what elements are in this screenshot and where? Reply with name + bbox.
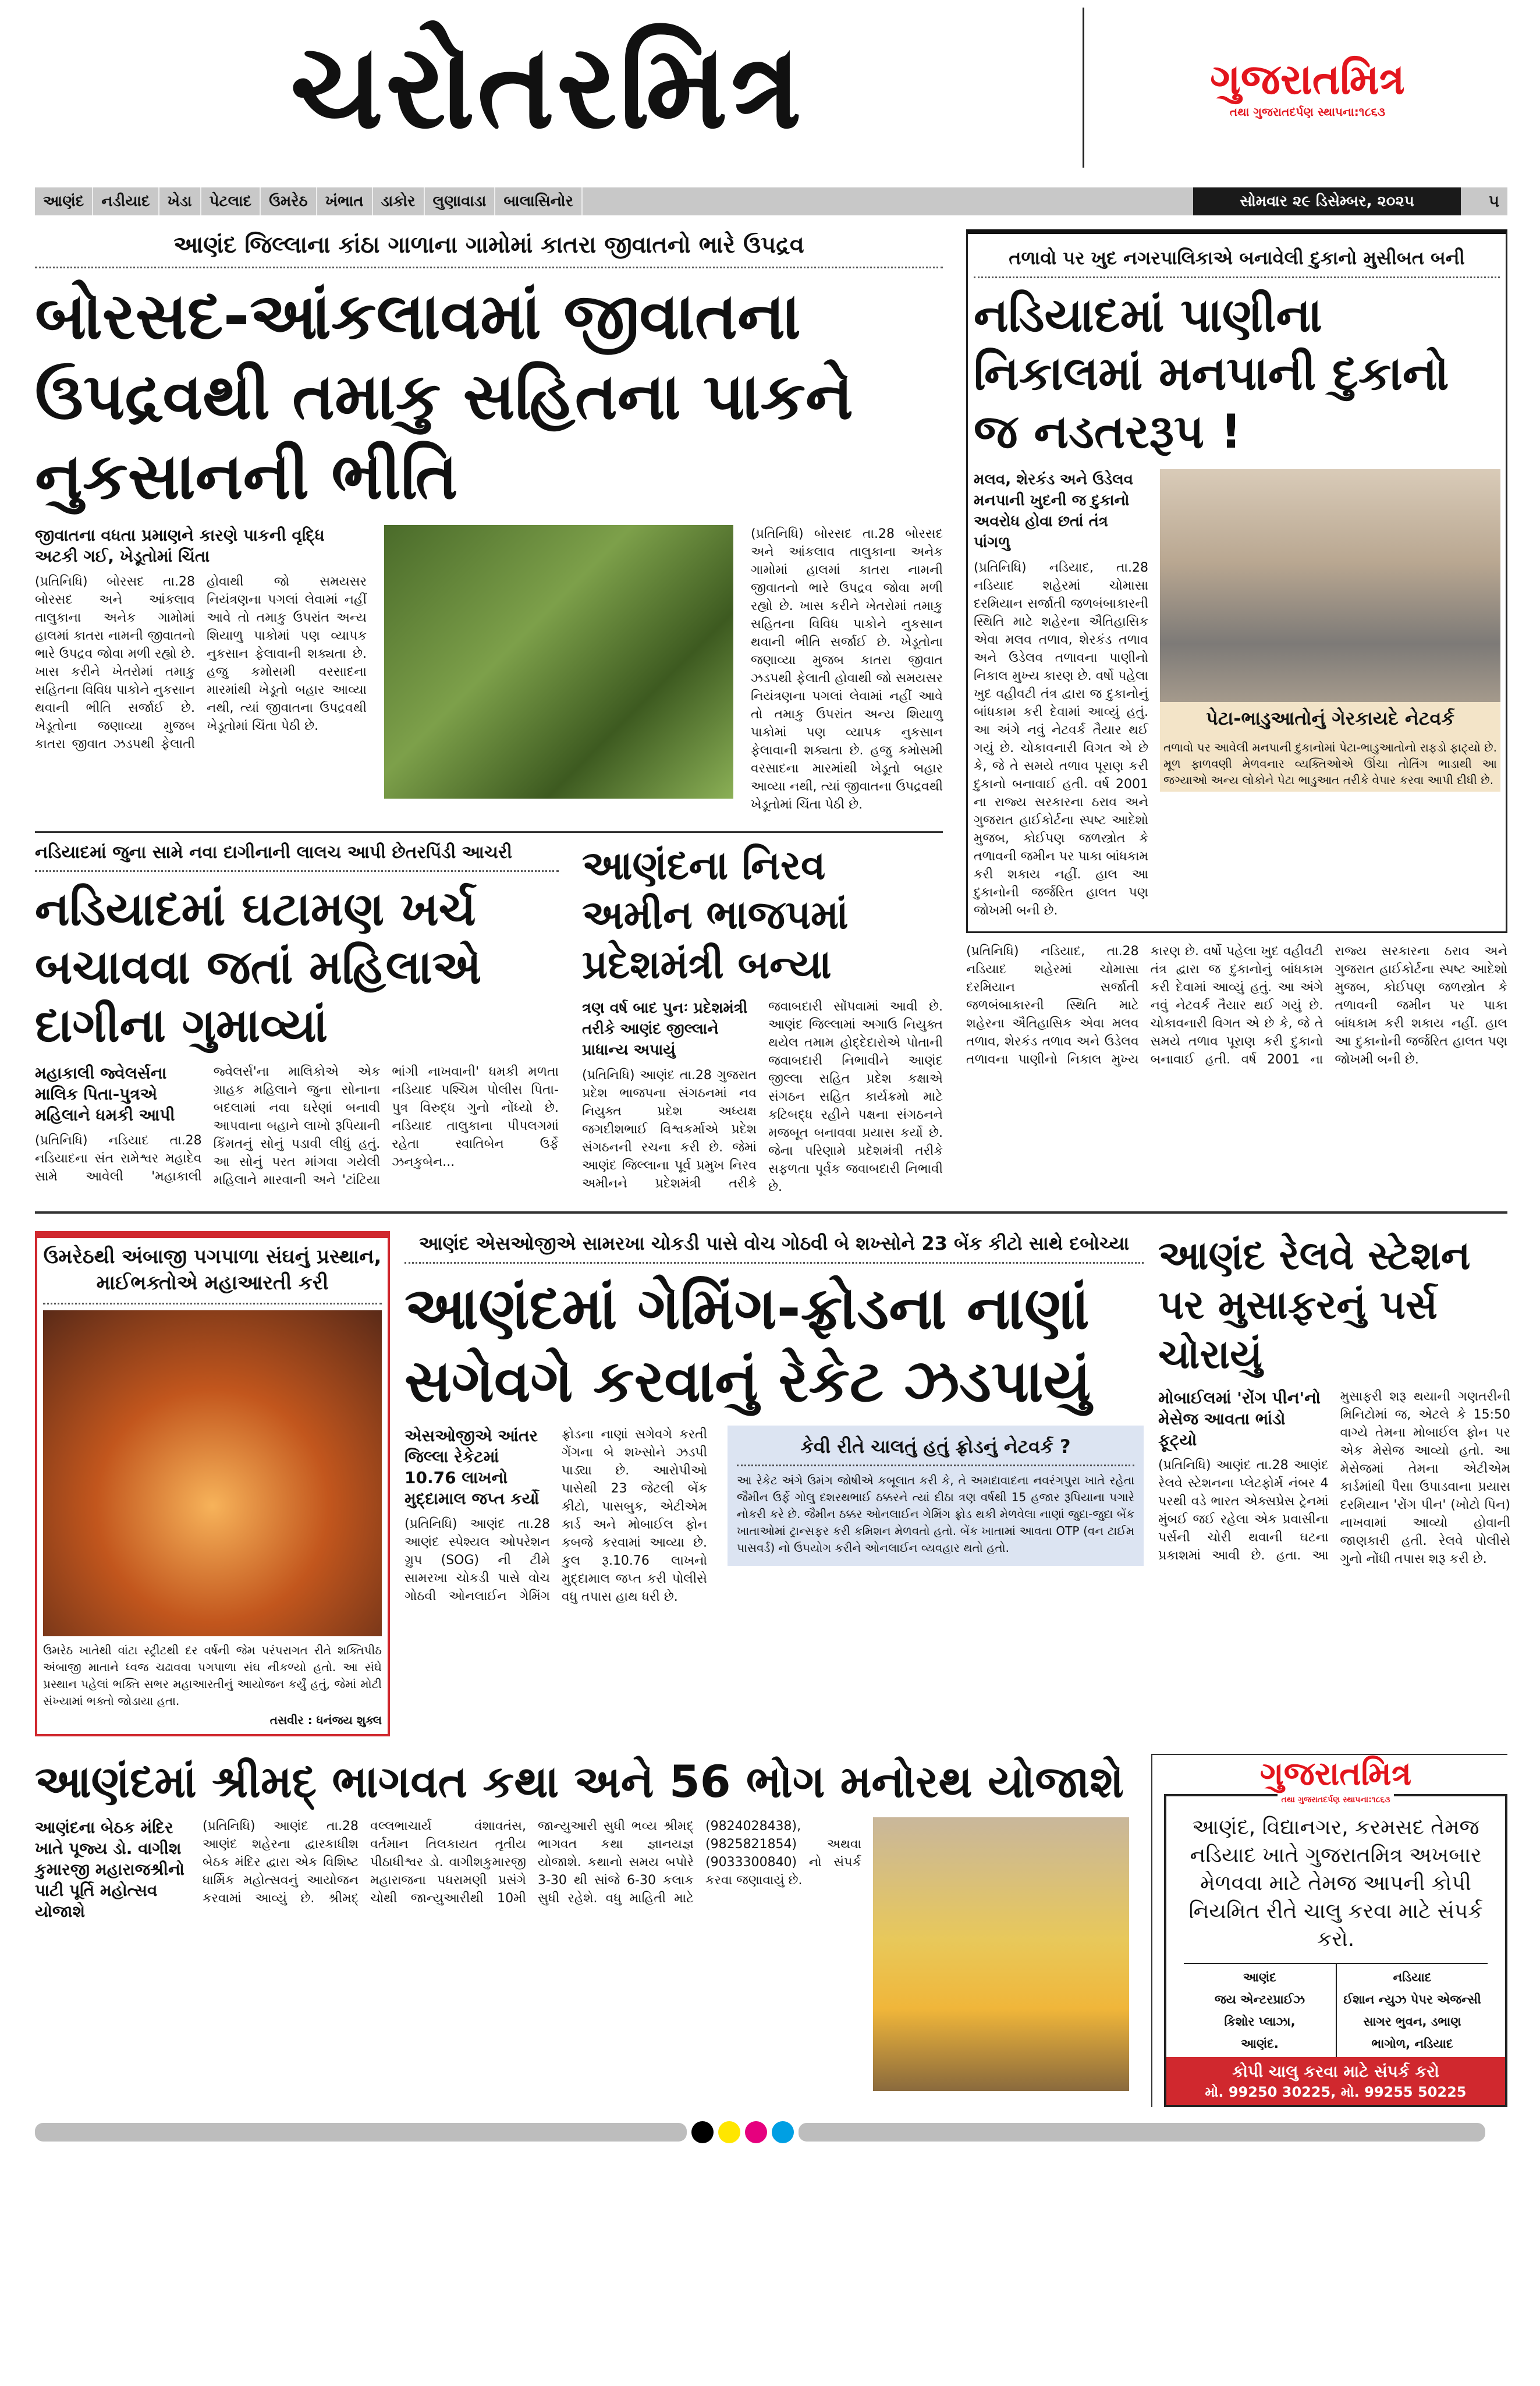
ad-nadiad-addr1: સાગર ભુવન, ડભાણ [1363, 2015, 1461, 2029]
story2-lede: મહાકાલી જ્વેલર્સના માલિક પિતા-પુત્રએ મહિલાને ધમકી આપી [35, 1063, 175, 1125]
maha-aarti-photo [43, 1310, 382, 1636]
story8-body-wrap [35, 1817, 861, 1922]
nav-item[interactable]: ખેડા [159, 187, 201, 215]
registration-dot-magenta [745, 2121, 767, 2143]
ad-logo [1164, 1755, 1507, 1806]
section-rule [35, 1211, 1507, 1214]
story1-body-left [35, 525, 367, 753]
story2-body-wrap [35, 1063, 559, 1189]
story3-body: (પ્રતિનિધિ) આણંદ તા.28 ગુજરાત પ્રદેશ ભાજપના સંગઠનમાં નવ નિયુક્ત પ્રદેશ અધ્યક્ષ જગદીશભાઈ વિશ્વકર્માએ પ્રદેશ સંગઠનની રચના કરી છે. જેમાં આણંદ જિલ્લાના પૂર્વ પ્રમુખ નિરવ અમીનને પ્રદેશમંત્રી તરીકે જવાબદારી સોંપવામાં આવી છે. આણંદ જિલ્લામાં અગાઉ નિયુક્ત થયેલ તમામ હોદ્દેદારોએ પોતાની જવાબદારી નિભાવીને આણંદ જીલ્લા સહિત પ્રદેશ કક્ષાએ સંગઠન સહિત કાર્યક્રમો માટે કટિબદ્ધ રહીને પક્ષના સંગઠનને મજબૂત બનાવવા પ્રયાસ કર્યો છે. જેના પરિણામે પ્રદેશમંત્રી તરીકે સફળતા પૂર્વક જવાબદારી નિભાવી છે. [582, 999, 943, 1194]
middle-section [35, 1231, 1510, 1737]
ad-cta-banner [1166, 2057, 1505, 2105]
story5-kicker: ઉમરેઠથી અંબાજી પગપાળા સંઘનું પ્રસ્થાન, માઈભક્તોએ મહાઆરતી કરી [43, 1244, 382, 1305]
photo-caption: પેટા-ભાડુઆતોનું ગેરકાયદે નેટવર્ક [1160, 702, 1500, 736]
story4-body: (પ્રતિનિધિ) નડિયાદ, તા.28 નડિયાદ શહેરમાં ચોમાસા દરમિયાન સર્જાતી જળબંબાકારની સ્થિતિ માટે શહેરના ઐતિહાસિક એવા મલવ તળાવ, શેરકંડ તળાવ અને ઉડેલવ તળાવના પાણીનો નિકાલ મુખ્ય કારણ છે. વર્ષો પહેલા ખુદ વહીવટી તંત્ર દ્વારા જ દુકાનોનું બાંધકામ કરી દેવામાં આવ્યું હતું. આ અંગે નવું નેટવર્ક તૈયાર થઈ ગયું છે. ચોકાવનારી વિગત એ છે કે, જે તે સમયે તળાવ પૂરાણ કરી દુકાનો બનાવાઈ હતી. વર્ષ 2001 ના રાજ્ય સરકારના ઠરાવ અને ગુજરાત હાઈકોર્ટના સ્પષ્ટ આદેશો મુજબ, કોઈપણ જળસ્ત્રોત કે તળાવની જમીન પર પાકા બાંધકામ કરી શકાય નહીં. હાલ આ દુકાનોની જર્જરિત હાલત પણ જોખમી બની છે. [974, 561, 1148, 919]
ad-message: આણંદ, વિદ્યાનગર, કરમસદ તેમજ નડિયાદ ખાતે ગુજરાતમિત્ર અખબાર મેળવવા માટે તેમજ આપની કોપી નિયમિત રીતે ચાલુ કરવા માટે સંપર્ક કરો. [1188, 1816, 1483, 1952]
registration-dot-black [691, 2121, 714, 2143]
registration-marks [35, 2121, 1507, 2143]
story1-kicker: આણંદ જિલ્લાના કાંઠા ગાળાના ગામોમાં કાતરા જીવાતનો ભારે ઉપદ્રવ [35, 229, 943, 268]
story5-body: ઉમરેઠ ખાતેથી વાંટા સ્ટ્રીટથી દર વર્ષની જેમ પરંપરાગત રીતે શક્તિપીઠ અંબાજી માતાને ધ્વજ ચઢાવવા પગપાળા સંઘ નીકળ્યો હતો. આ સંઘે પ્રસ્થાન પહેલાં ભક્તિ સભર મહાઆરતીનું આયોજન કર્યું હતું, જેમાં મોટી સંખ્યામાં ભક્તો જોડાયા હતા. [43, 1643, 382, 1708]
story3 [582, 841, 943, 1196]
maharaj-photo [873, 1817, 1129, 2091]
photo-credit: તસવીર : ધનંજય શુક્લ [269, 1713, 382, 1728]
story6-body: (પ્રતિનિધિ) આણંદ તા.28 આણંદ સ્પેશ્યલ ઓપરેશન ગ્રુપ (SOG) ની ટીમે સામરખા ચોકડી પાસે વોચ ગોઠવી ઓનલાઈન ગેમિંગ ફ્રોડના નાણાં સગેવગે કરતી ગેંગના બે શખ્સોને ઝડપી પાડ્યા છે. આરોપીઓ પાસેથી 23 જેટલી બેંક કીટો, પાસબુક, એટીએમ કાર્ડ અને મોબાઈલ ફોન કબજે કરવામાં આવ્યા છે. કુલ રૂ.10.76 લાખનો મુદ્દામાલ જપ્ત કરી પોલીસે વધુ તપાસ હાથ ધરી છે. [404, 1427, 707, 1604]
ad-logo-subtitle: તથા ગુજરાતદર્પણ સ્થાપના:૧૮૬૩ [1278, 1794, 1393, 1806]
ad-frame [1164, 1794, 1507, 2107]
ad-nadiad-city: નડિયાદ [1393, 1970, 1432, 1985]
story3-body-wrap [582, 998, 943, 1196]
page-number: ૫ [1488, 192, 1499, 211]
ad-anand-addr2: આણંદ. [1241, 2037, 1279, 2051]
nav-item[interactable]: પેટલાદ [201, 187, 261, 215]
story4-kicker: તળાવો પર ખુદ નગરપાલિકાએ બનાવેલી દુકાનો મુસીબત બની [974, 246, 1500, 278]
story8-body: (પ્રતિનિધિ) આણંદ તા.28 આણંદ શહેરના દ્વારકાધીશ બેઠક મંદિર દ્વારા એક વિશિષ્ટ ધાર્મિક મહોત્સવનું આયોજન કરવામાં આવ્યું છે. શ્રીમદ્ વલ્લભાચાર્ય વંશાવતંસ, વર્તમાન તિલકાયત તૃતીય પીઠાધીશ્વર ડો. વાગીશકુમારજી મહારાજના પધરામણી પ્રસંગે ચોથી જાન્યુઆરીથી 10મી જાન્યુઆરી સુધી ભવ્ય શ્રીમદ્ ભાગવત કથા જ્ઞાનયજ્ઞ યોજાશે. કથાનો સમય બપોરે 3-30 થી સાંજે 6-30 કલાક સુધી રહેશે. વધુ માહિતી માટે (9824028438), (9825821854) અથવા (9033300840) નો સંપર્ક કરવા જણાવાયું છે. [203, 1819, 861, 1906]
nav-item[interactable]: બાલાસિનોર [495, 187, 583, 215]
ad-anand-addr1: કિશોર પ્લાઝા, [1224, 2015, 1296, 2029]
logo-subtitle: તથા ગુજરાતદર્પણ સ્થાપના:૧૮૬૩ [1229, 105, 1386, 119]
story1-content [35, 525, 943, 814]
nav-item[interactable]: ખંભાત [317, 187, 373, 215]
story1-body: (પ્રતિનિધિ) બોરસદ તા.28 બોરસદ અને આંકલાવ તાલુકાના અનેક ગામોમાં હાલમાં કાતરા નામની જીવાતનો ભારે ઉપદ્રવ જોવા મળી રહ્યો છે. ખાસ કરીને ખેતરોમાં તમાકુ સહિતના વિવિધ પાકોને નુકસાન થવાની ભીતિ સર્જાઈ છે. ખેડૂતોના જણાવ્યા મુજબ કાતરા જીવાત ઝડપથી ફેલાતી હોવાથી જો સમયસર નિયંત્રણના પગલાં લેવામાં નહીં આવે તો તમાકુ ઉપરાંત અન્ય શિયાળુ પાકોમાં પણ વ્યાપક નુકસાન ફેલાવાની શક્યતા છે. હજુ કમોસમી વરસાદના મારમાંથી ખેડૂતો બહાર આવ્યા નથી, ત્યાં જીવાતના ઉપદ્રવથી ખેડૂતોમાં ચિંતા પેઠી છે. [35, 574, 367, 751]
story7 [1158, 1231, 1510, 1568]
story4-headline: નડિયાદમાં પાણીના નિકાલમાં મનપાની દુકાનો જ નડતરરૂપ ! [974, 288, 1449, 459]
right-column [966, 229, 1507, 1069]
story8-headline: આણંદમાં શ્રીમદ્ ભાગવત કથા અને 56 ભોગ મનોરથ યોજાશે [35, 1756, 1124, 1808]
fraud-network-infobox [728, 1426, 1144, 1566]
top-section [35, 229, 1507, 1196]
registration-bar [799, 2123, 1485, 2142]
story4-body-wrap [974, 469, 1148, 920]
ad-cta-text: કોપી ચાલુ કરવા માટે સંપર્ક કરો [1232, 2062, 1439, 2082]
story4-body-continued: (પ્રતિનિધિ) નડિયાદ, તા.28 નડિયાદ શહેરમાં ચોમાસા દરમિયાન સર્જાતી જળબંબાકારની સ્થિતિ માટે શહેરના ઐતિહાસિક એવા મલવ તળાવ, શેરકંડ તળાવ અને ઉડેલવ તળાવના પાણીનો નિકાલ મુખ્ય કારણ છે. વર્ષો પહેલા ખુદ વહીવટી તંત્ર દ્વારા જ દુકાનોનું બાંધકામ કરી દેવામાં આવ્યું હતું. આ અંગે નવું નેટવર્ક તૈયાર થઈ ગયું છે. ચોકાવનારી વિગત એ છે કે, જે તે સમયે તળાવ પૂરાણ કરી દુકાનો બનાવાઈ હતી. વર્ષ 2001 ના રાજ્ય સરકારના ઠરાવ અને ગુજરાત હાઈકોર્ટના સ્પષ્ટ આદેશો મુજબ, કોઈપણ જળસ્ત્રોત કે તળાવની જમીન પર પાકા બાંધકામ કરી શકાય નહીં. હાલ આ દુકાનોની જર્જરિત હાલત પણ જોખમી બની છે. [966, 944, 1507, 1068]
ad-anand-contact [1184, 1964, 1336, 2057]
story2-kicker: નડિયાદમાં જુના સામે નવા દાગીનાની લાલચ આપી છેતરપિંડી આચરી [35, 841, 559, 873]
left-column [35, 229, 943, 1196]
issue-date: સોમવાર ૨૯ ડિસેમ્બર, ૨૦૨૫ [1193, 187, 1461, 215]
story4-photo-group [1160, 469, 1500, 792]
nav-item[interactable]: આણંદ [35, 187, 93, 215]
story7-lede: મોબાઈલમાં 'રોંગ પીન'નો મેસેજ આવતા ભાંડો ફૂટ્યો [1158, 1388, 1321, 1449]
story3-lede: ત્રણ વર્ષ બાદ પુનઃ પ્રદેશમંત્રી તરીકે આણંદ જીલ્લાને પ્રાધાન્ય અપાયું [582, 999, 748, 1059]
tobacco-field-photo [384, 525, 733, 799]
story8-content [35, 1817, 1129, 2091]
registration-dot-cyan [772, 2121, 794, 2143]
ad-anand-name: જય એન્ટરપ્રાઈઝ [1214, 1993, 1305, 2007]
story3-headline: આણંદના નિરવ અમીન ભાજપમાં પ્રદેશમંત્રી બન્યા [582, 842, 849, 988]
masthead-divider [1083, 8, 1084, 168]
masthead-title: ચરોતરમિત્ર [290, 19, 804, 155]
logo-title: ગુજરાતમિત્ર [1210, 55, 1405, 104]
story2 [35, 841, 559, 1190]
story6-lede: એસઓજીએ આંતર જિલ્લા રેકેટમાં 10.76 લાખનો મુદ્દામાલ જપ્ત કર્યો [404, 1426, 540, 1508]
story1-lede: જીવાતના વધતા પ્રમાણને કારણે પાકની વૃદ્ધિ અટકી ગઈ, ખેડૂતોમાં ચિંતા [35, 525, 325, 566]
story7-headline: આણંદ રેલવે સ્ટેશન પર મુસાફરનું પર્સ ચોરાયું [1158, 1232, 1471, 1378]
story6-kicker: આણંદ એસઓજીએ સામરખા ચોકડી પાસે વોચ ગોઠવી બે શખ્સોને 23 બેંક કીટો સાથે દબોચ્યા [404, 1231, 1144, 1264]
ad-logo-title: ગુજરાતમિત્ર [1254, 1755, 1417, 1793]
story8-lede: આણંદના બેઠક મંદિર ખાતે પૂજ્ય ડો. વાગીશ કુમારજી મહારાજશ્રીનો પાટી પૂર્તિ મહોત્સવ યોજાશે [35, 1818, 184, 1921]
story4-lede: મલવ, શેરકંડ અને ઉડેલવ મનપાની ખુદની જ દુકાનો અવરોધ હોવા છતાં તંત્ર પાંગળુ [974, 471, 1133, 552]
story6-content [404, 1426, 1144, 1606]
story4-box [966, 229, 1507, 933]
story4-content [974, 469, 1500, 920]
infobox-body: આ રેકેટ અંગે ઉમંગ જોષીએ કબૂલાત કરી કે, તે અમદાવાદના નવરંગપુરા ખાતે રહેતા જૈમીન ઉર્ફે ગોલુ દશરથભાઈ ઠક્કરને ત્યાં દીઠા ત્રણ વર્ષથી 15 હજાર રૂપિયાના પગારે નોકરી કરે છે. જૈમીન ઠક્કર ઓનલાઈન ગેમિંગ ફ્રોડ થકી મેળવેલા નાણાં જુદા-જુદા બેંક ખાતાઓમાં ટ્રાન્સફર કરી કમિશન મેળવતો હતો. બેંક ખાતામાં આવતા OTP (વન ટાઈમ પાસવર્ડ) નો ઉપયોગ કરીને ઓનલાઈન વ્યવહાર થતો હતો. [737, 1473, 1134, 1555]
registration-bar [35, 2123, 687, 2142]
nav-item[interactable]: નડીયાદ [93, 187, 159, 215]
story8 [35, 1754, 1129, 2091]
story1 [35, 229, 943, 814]
gujaratmitra-logo [1108, 55, 1507, 120]
story1-headline: બોરસદ-આંકલાવમાં જીવાતના ઉપદ્રવથી તમાકુ સહિતના પાકને નુકસાનની ભીતિ [35, 279, 853, 513]
caption-body: તળાવો પર આવેલી મનપાની દુકાનોમાં પેટા-ભાડુઆતોનો રાફડો ફાટ્યો છે. મૂળ ફાળવણી મેળવનાર વ્યક્તિઓએ ઊંચા તોતિંગ ભાડાથી આ જગ્યાઓ અન્ય લોકોને પેટા ભાડુઆત તરીકે વેપાર કરવા આપી દીધી છે. [1160, 736, 1500, 792]
story5-box [35, 1231, 390, 1737]
story6-headline: આણંદમાં ગેમિંગ-ફ્રોડના નાણાં સગેવગે કરવાનું રેકેટ ઝડપાયું [404, 1274, 1091, 1415]
story7-body: (પ્રતિનિધિ) આણંદ તા.28 આણંદ રેલવે સ્ટેશનના પ્લેટફોર્મ નંબર 4 પરથી વડે ભારત એક્સપ્રેસ ટ્રેનમાં મુંબઈ જઈ રહેલા એક પ્રવાસીના પર્સની ચોરી થવાની ઘટના પ્રકાશમાં આવી છે. હતા. આ મુસાફરી શરૂ થયાની ગણતરીની મિનિટોમાં જ, એટલે કે 15:50 વાગ્યે તેમના મોબાઈલ ફોન પર એક મેસેજ આવ્યો હતો. આ મેસેજમાં તેમના એટીએમ કાર્ડમાંથી પૈસા ઉપાડવાના પ્રયાસ દરમિયાન 'રોંગ પીન' (ખોટો પિન) નાખવામાં આવ્યો હોવાની જાણકારી હતી. રેલવે પોલીસે ગુનો નોંધી તપાસ શરૂ કરી છે. [1158, 1389, 1510, 1566]
story2-headline: નડિયાદમાં ઘટામણ ખર્ચ બચાવવા જતાં મહિલાએ દાગીના ગુમાવ્યાં [35, 882, 482, 1052]
story7-body-wrap [1158, 1388, 1510, 1568]
nav-item[interactable]: લુણાવાડા [425, 187, 496, 215]
ad-nadiad-name: ઈશાન ન્યુઝ પેપર એજન્સી [1343, 1993, 1481, 2007]
ad-phone-numbers: મો. 99250 30225, મો. 99255 50225 [1205, 2084, 1467, 2101]
story6 [404, 1231, 1144, 1606]
nav-item[interactable]: ડાકોર [373, 187, 425, 215]
shops-photo [1160, 469, 1500, 702]
subscription-ad [1151, 1754, 1507, 2107]
masthead [35, 0, 1507, 175]
story1-body-right: (પ્રતિનિધિ) બોરસદ તા.28 બોરસદ અને આંકલાવ તાલુકાના અનેક ગામોમાં હાલમાં કાતરા નામની જીવાતનો ભારે ઉપદ્રવ જોવા મળી રહ્યો છે. ખાસ કરીને ખેતરોમાં તમાકુ સહિતના વિવિધ પાકોને નુકસાન થવાની ભીતિ સર્જાઈ છે. ખેડૂતોના જણાવ્યા મુજબ કાતરા જીવાત ઝડપથી ફેલાતી હોવાથી જો સમયસર નિયંત્રણના પગલાં લેવામાં નહીં આવે તો તમાકુ ઉપરાંત અન્ય શિયાળુ પાકોમાં પણ વ્યાપક નુકસાન ફેલાવાની શક્યતા છે. હજુ કમોસમી વરસાદના મારમાંથી ખેડૂતો બહાર આવ્યા નથી, ત્યાં જીવાતના ઉપદ્રવથી ખેડૂતોમાં ચિંતા પેઠી છે. [751, 526, 943, 812]
infobox-title: કેવી રીતે ચાલતું હતું ફ્રોડનું નેટવર્ક ? [737, 1435, 1134, 1467]
ad-contacts [1184, 1963, 1488, 2057]
story2-body: (પ્રતિનિધિ) નડિયાદ તા.28 નડિયાદના સંત રામેશ્વર મહાદેવ સામે આવેલી 'મહાકાલી જ્વેલર્સ'ના માલિકોએ એક ગ્રાહક મહિલાને જુના સોનાના બદલામાં નવા ઘરેણાં બનાવી આપવાના બહાને લાખો રૂપિયાની કિંમતનું સોનું પડાવી લીધું હતું. આ સોનું પરત માંગવા ગયેલી મહિલાને મારવાની અને 'ટાંટિયા ભાંગી નાખવાની' ધમકી મળતા નડિયાદ પશ્ચિમ પોલીસ પિતા-પુત્ર વિરુદ્ધ ગુનો નોંધ્યો છે. નડિયાદ તાલુકાના પીપલગમાં રહેતા સ્વાતિબેન ઉર્ફે ઝનકુબેન... [35, 1065, 559, 1187]
registration-dot-yellow [718, 2121, 740, 2143]
ad-nadiad-addr2: ભાગોળ, નડિયાદ [1371, 2037, 1453, 2051]
bottom-section [35, 1754, 1507, 2107]
story6-body-wrap [404, 1426, 707, 1606]
section-nav [35, 187, 1507, 215]
stories-2-3 [35, 831, 943, 1196]
nav-item[interactable]: ઉમરેઠ [261, 187, 317, 215]
ad-nadiad-contact [1336, 1964, 1488, 2057]
ad-anand-city: આણંદ [1243, 1970, 1276, 1985]
